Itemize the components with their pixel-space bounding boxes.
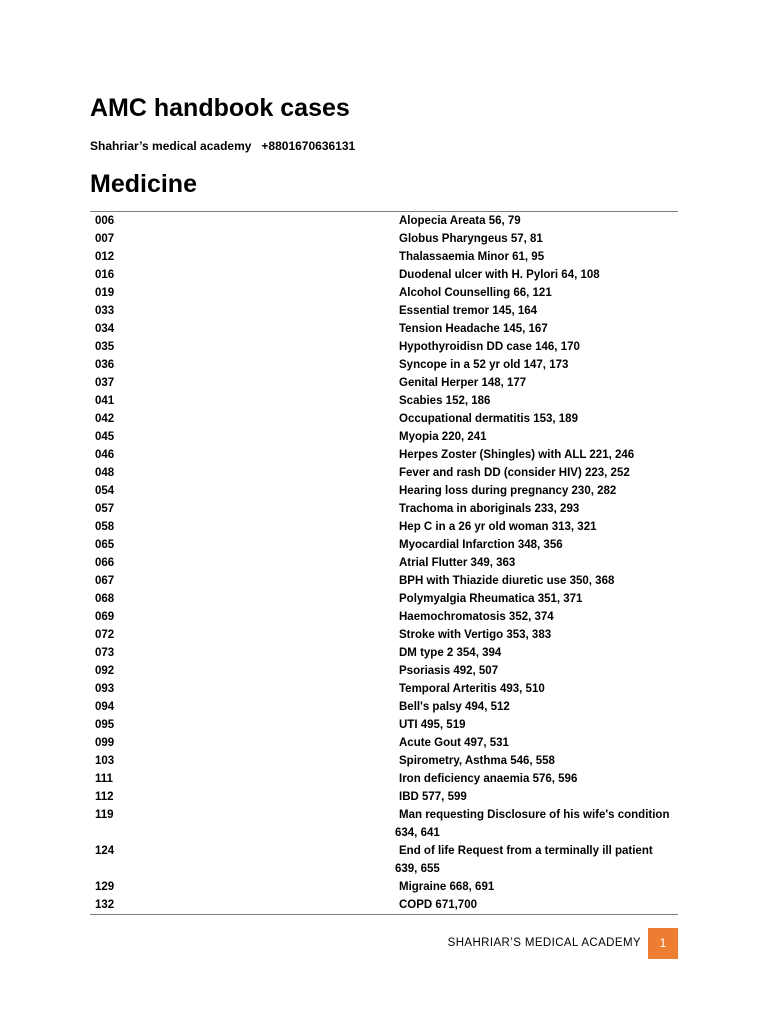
case-description-text: Hypothyroidisn DD case 146, 170 (399, 341, 580, 353)
table-row (90, 266, 678, 284)
case-description-text: Alopecia Areata 56, 79 (399, 215, 521, 227)
table-row (90, 896, 678, 915)
case-code: 129 (95, 881, 115, 893)
case-code: 094 (95, 701, 115, 713)
case-description (395, 302, 678, 320)
case-description (395, 428, 678, 446)
case-description (395, 410, 678, 428)
case-code: 095 (95, 719, 115, 731)
table-row (90, 482, 678, 500)
case-description-text: Acute Gout 497, 531 (399, 737, 509, 749)
case-code: 054 (95, 485, 115, 497)
case-description (395, 878, 678, 896)
case-description-text: Tension Headache 145, 167 (399, 323, 548, 335)
case-code: 099 (95, 737, 115, 749)
table-row (90, 392, 678, 410)
table-row (90, 356, 678, 374)
case-code: 019 (95, 287, 115, 299)
case-description-text: Atrial Flutter 349, 363 (399, 557, 516, 569)
case-code: 119 (95, 809, 114, 821)
table-row (90, 428, 678, 446)
case-code: 016 (95, 269, 115, 281)
cases-table-body (90, 212, 678, 915)
table-row (90, 680, 678, 698)
case-code: 007 (95, 233, 115, 245)
case-description-text: Scabies 152, 186 (399, 395, 491, 407)
case-description (395, 284, 678, 302)
case-description-text: Spirometry, Asthma 546, 558 (399, 755, 555, 767)
case-code: 012 (95, 251, 115, 263)
case-description (395, 788, 678, 806)
case-code: 093 (95, 683, 115, 695)
case-description (395, 896, 678, 915)
case-description-text: Trachoma in aboriginals 233, 293 (399, 503, 580, 515)
case-description-text: Duodenal ulcer with H. Pylori 64, 108 (399, 269, 600, 281)
case-description (395, 464, 678, 482)
case-code: 046 (95, 449, 115, 461)
case-code: 092 (95, 665, 115, 677)
case-description-text: Syncope in a 52 yr old 147, 173 (399, 359, 569, 371)
case-description-text: Genital Herper 148, 177 (399, 377, 527, 389)
case-code: 034 (95, 323, 115, 335)
case-description (395, 392, 678, 410)
table-row (90, 662, 678, 680)
case-code: 124 (95, 845, 115, 857)
case-code: 045 (95, 431, 115, 443)
case-code: 103 (95, 755, 115, 767)
case-description (395, 608, 678, 626)
case-description (395, 266, 678, 284)
case-code: 065 (95, 539, 115, 551)
table-row (90, 806, 678, 842)
case-description (395, 734, 678, 752)
footer-label: SHAHRIAR’S MEDICAL ACADEMY (447, 937, 641, 949)
case-description-text: Herpes Zoster (Shingles) with ALL 221, 246 (399, 449, 635, 461)
table-row (90, 698, 678, 716)
case-description (395, 554, 678, 572)
case-code: 112 (95, 791, 114, 803)
case-code: 069 (95, 611, 115, 623)
case-description-text: Thalassaemia Minor 61, 95 (399, 251, 545, 263)
case-description (395, 536, 678, 554)
case-description (395, 644, 678, 662)
document-title: AMC handbook cases (90, 94, 350, 122)
table-row (90, 608, 678, 626)
case-description (395, 248, 678, 266)
case-description (395, 716, 678, 734)
case-description (395, 752, 678, 770)
case-description-text: Myocardial Infarction 348, 356 (399, 539, 563, 551)
case-description-text: Bell's palsy 494, 512 (399, 701, 510, 713)
table-row (90, 752, 678, 770)
table-row (90, 770, 678, 788)
table-row (90, 320, 678, 338)
table-row (90, 500, 678, 518)
case-description-text: Occupational dermatitis 153, 189 (399, 413, 578, 425)
case-description (395, 626, 678, 644)
table-row (90, 644, 678, 662)
case-description-text: Hearing loss during pregnancy 230, 282 (399, 485, 617, 497)
table-row (90, 464, 678, 482)
case-code: 111 (95, 773, 113, 785)
case-description (395, 374, 678, 392)
case-code: 037 (95, 377, 115, 389)
case-description-text: DM type 2 354, 394 (399, 647, 502, 659)
case-description (395, 572, 678, 590)
table-row (90, 734, 678, 752)
case-code: 072 (95, 629, 115, 641)
case-description-line: End of life Request from a terminally ill patient (399, 845, 653, 857)
table-row (90, 590, 678, 608)
case-code: 006 (95, 215, 115, 227)
case-description (395, 212, 678, 231)
case-code: 041 (95, 395, 115, 407)
case-description (395, 500, 678, 518)
case-code: 066 (95, 557, 115, 569)
case-description (395, 320, 678, 338)
case-description-text: Fever and rash DD (consider HIV) 223, 252 (399, 467, 630, 479)
case-description-text: Migraine 668, 691 (399, 881, 495, 893)
table-row (90, 878, 678, 896)
case-description-text: UTI 495, 519 (399, 719, 466, 731)
case-code: 073 (95, 647, 115, 659)
table-row (90, 302, 678, 320)
cases-table (90, 211, 678, 915)
table-row (90, 626, 678, 644)
case-description-text: Essential tremor 145, 164 (399, 305, 538, 317)
table-row (90, 554, 678, 572)
table-row (90, 788, 678, 806)
case-description (395, 356, 678, 374)
case-description-text: Alcohol Counselling 66, 121 (399, 287, 552, 299)
case-description-continuation: 634, 641 (395, 827, 440, 839)
case-description-text: Myopia 220, 241 (399, 431, 487, 443)
case-description-text: Hep C in a 26 yr old woman 313, 321 (399, 521, 597, 533)
table-row (90, 446, 678, 464)
case-description-text: Psoriasis 492, 507 (399, 665, 499, 677)
table-row (90, 374, 678, 392)
case-description (395, 770, 678, 788)
case-description (395, 680, 678, 698)
case-description-text: Stroke with Vertigo 353, 383 (399, 629, 552, 641)
table-row (90, 572, 678, 590)
case-description (395, 446, 678, 464)
table-row (90, 284, 678, 302)
case-description (395, 338, 678, 356)
case-code: 067 (95, 575, 115, 587)
case-code: 033 (95, 305, 115, 317)
case-description-text: Temporal Arteritis 493, 510 (399, 683, 545, 695)
case-description-line: Man requesting Disclosure of his wife's condition (399, 809, 670, 821)
case-code: 042 (95, 413, 115, 425)
case-code: 036 (95, 359, 115, 371)
case-code: 035 (95, 341, 115, 353)
case-description (395, 698, 678, 716)
table-row (90, 716, 678, 734)
section-heading: Medicine (90, 170, 197, 198)
document-subtitle: Shahriar’s medical academy +8801670636131 (90, 139, 356, 153)
case-code: 058 (95, 521, 115, 533)
case-description (395, 842, 678, 878)
table-row (90, 248, 678, 266)
table-row (90, 230, 678, 248)
case-description-text: Haemochromatosis 352, 374 (399, 611, 554, 623)
case-code: 048 (95, 467, 115, 479)
table-row (90, 518, 678, 536)
table-row (90, 842, 678, 878)
case-description-text: Iron deficiency anaemia 576, 596 (399, 773, 578, 785)
case-description (395, 518, 678, 536)
page-number-badge: 1 (648, 928, 678, 959)
case-description-text: IBD 577, 599 (399, 791, 467, 803)
case-description-text: BPH with Thiazide diuretic use 350, 368 (399, 575, 615, 587)
case-code: 057 (95, 503, 115, 515)
case-description (395, 230, 678, 248)
case-description (395, 662, 678, 680)
case-description-continuation: 639, 655 (395, 863, 440, 875)
case-description-text: COPD 671,700 (399, 899, 477, 911)
case-description (395, 590, 678, 608)
case-description (395, 482, 678, 500)
table-row (90, 536, 678, 554)
case-code: 132 (95, 899, 115, 911)
case-description (395, 806, 678, 842)
case-description-text: Globus Pharyngeus 57, 81 (399, 233, 543, 245)
table-row (90, 212, 678, 231)
table-row (90, 338, 678, 356)
table-row (90, 410, 678, 428)
case-description-text: Polymyalgia Rheumatica 351, 371 (399, 593, 583, 605)
case-code: 068 (95, 593, 115, 605)
